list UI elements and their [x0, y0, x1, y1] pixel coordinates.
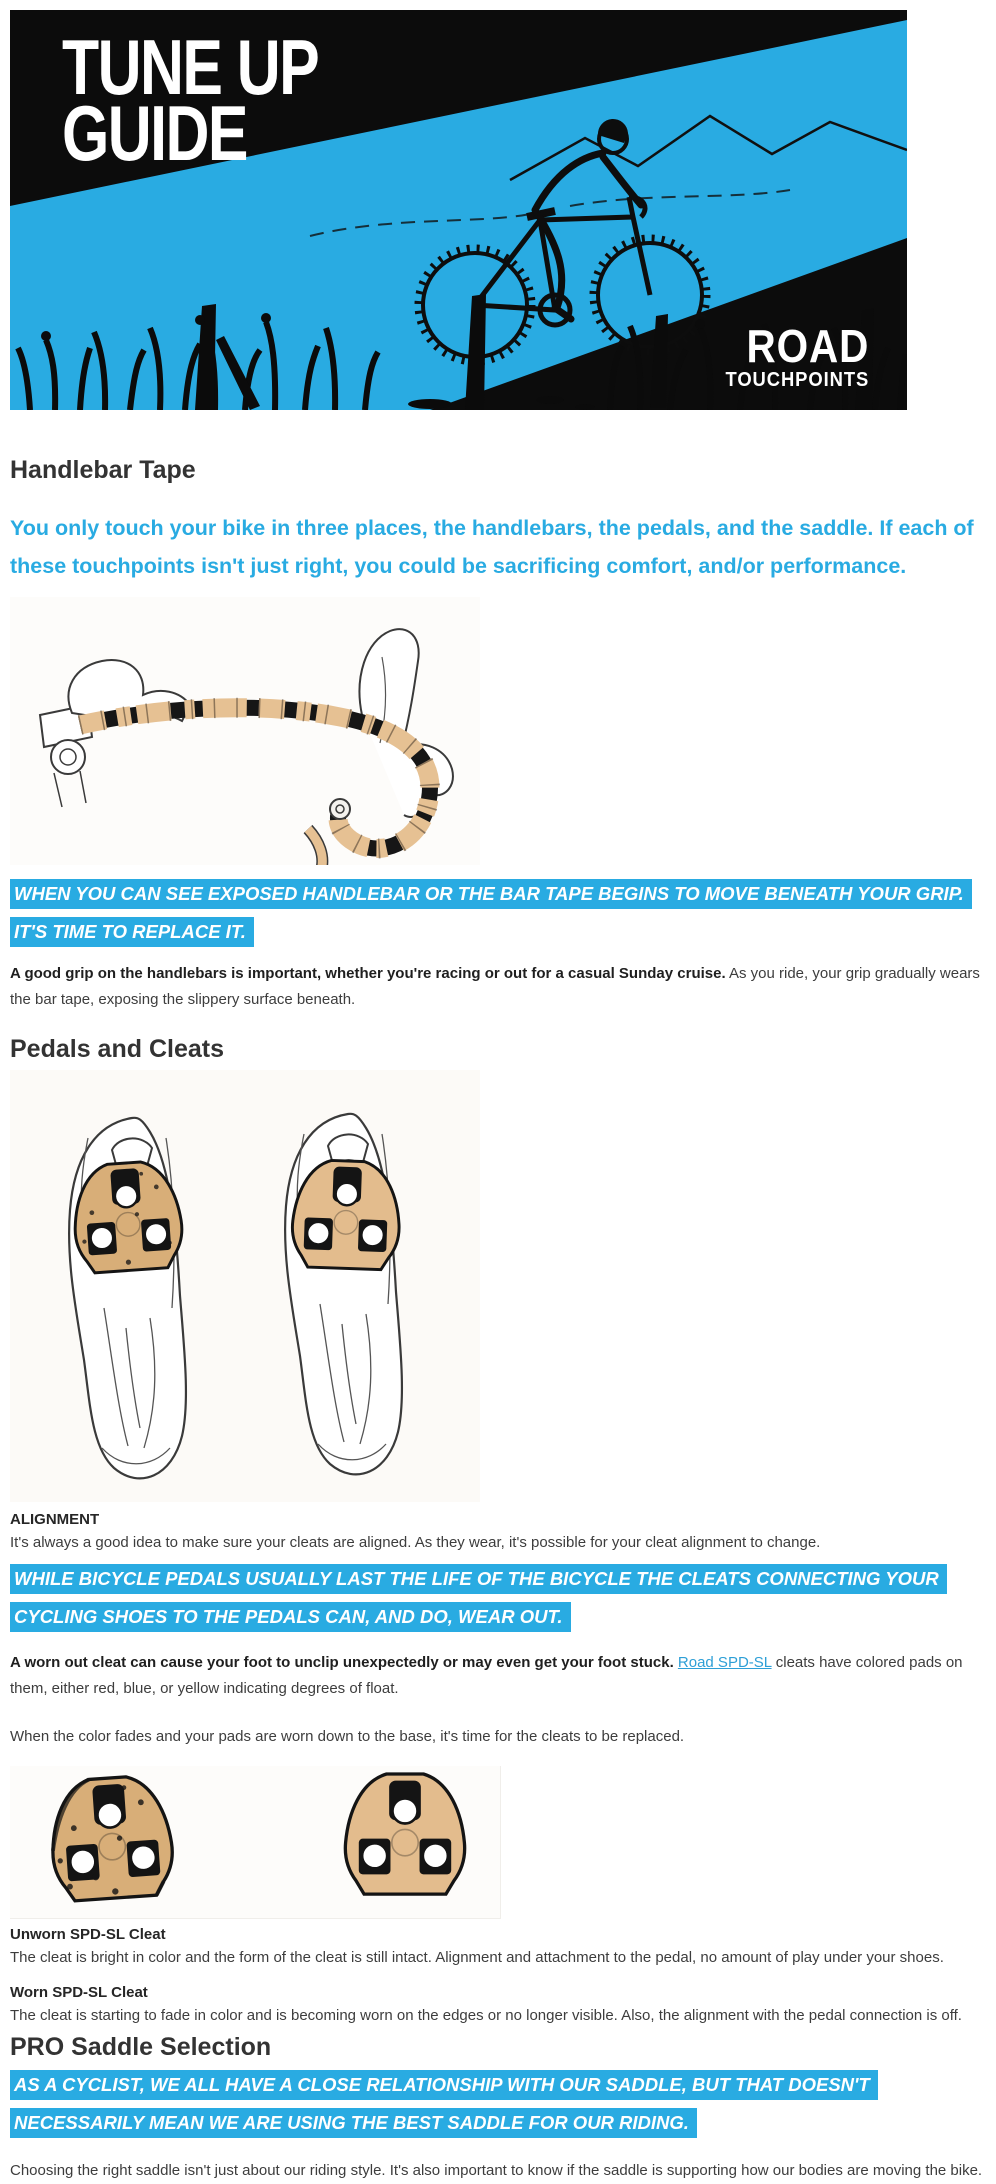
- banner-title-line2: GUIDE: [62, 89, 247, 177]
- banner-title-line1: TUNE UP: [62, 23, 319, 111]
- worn-cleat-rest: cleats have colored pads on them, either red, blue, or yellow indicating degrees of float.: [10, 1654, 963, 1697]
- handlebar-body-rest: As you ride, your grip gradually wears the bar tape, exposing the slippery surface beneath.: [10, 965, 980, 1008]
- unworn-cleat-text: The cleat is bright in color and the form of the cleat is still intact. Alignment and attachment to the pedal, no amount of play under your shoes.: [10, 1949, 944, 1966]
- worn-cleat-text: The cleat is starting to fade in color and is becoming worn on the edges or no longer visible. Also, the alignment with the pedal connection is off.: [10, 2007, 962, 2024]
- saddle-highlight: AS A CYCLIST, WE ALL HAVE A CLOSE RELATIONSHIP WITH OUR SADDLE, BUT THAT DOESN'T NECESSARILY MEAN WE ARE USING THE BEST SADDLE FOR OUR RIDING.: [10, 2066, 988, 2142]
- handlebar-highlight: WHEN YOU CAN SEE EXPOSED HANDLEBAR OR THE BAR TAPE BEGINS TO MOVE BENEATH YOUR GRIP. IT'S TIME TO REPLACE IT.: [10, 875, 988, 951]
- banner-category-touchpoints: TOUCHPOINTS: [725, 369, 869, 391]
- cleats-highlight: WHILE BICYCLE PEDALS USUALLY LAST THE LIFE OF THE BICYCLE THE CLEATS CONNECTING YOUR CYCLING SHOES TO THE PEDALS CAN, AND DO, WEAR OUT.: [10, 1560, 988, 1636]
- banner-category: [713, 320, 869, 392]
- header-banner: [10, 10, 907, 410]
- handlebar-illustration: [10, 597, 480, 865]
- alignment-text: It's always a good idea to make sure your cleats are aligned. As they wear, it's possible for your cleat alignment to change.: [10, 1534, 821, 1551]
- pedals-cleats-heading: Pedals and Cleats: [10, 1035, 224, 1063]
- saddle-selection-heading: PRO Saddle Selection: [10, 2033, 272, 2061]
- touchpoints-intro: You only touch your bike in three places, the handlebars, the pedals, and the saddle. If each of these touchpoints isn't just right, you could be sacrificing comfort, and/or performance.: [10, 516, 974, 578]
- road-spd-sl-link[interactable]: Road SPD-SL: [677, 1654, 772, 1671]
- color-fade-text: When the color fades and your pads are worn down to the base, it's time for the cleats to be replaced.: [10, 1728, 685, 1745]
- shoes-cleats-illustration: [10, 1070, 480, 1502]
- banner-title: [62, 23, 319, 177]
- unworn-cleat-label: Unworn SPD-SL Cleat: [10, 1926, 166, 1943]
- worn-cleat-para: [10, 1650, 992, 1702]
- alignment-label: ALIGNMENT: [10, 1511, 100, 1528]
- banner-category-road: ROAD: [746, 320, 869, 372]
- handlebar-body: [10, 961, 992, 1013]
- saddle-body: Choosing the right saddle isn't just about our riding style. It's also important to know if the saddle is supporting how our bodies are moving the bike.: [10, 2162, 983, 2179]
- handlebar-tape-heading: Handlebar Tape: [10, 456, 196, 484]
- worn-cleat-label: Worn SPD-SL Cleat: [10, 1984, 148, 2001]
- worn-cleat-bold: A worn out cleat can cause your foot to unclip unexpectedly or may even get your foot stuck.: [10, 1654, 678, 1671]
- handlebar-body-bold: A good grip on the handlebars is important, whether you're racing or out for a casual Sunday cruise.: [10, 965, 726, 982]
- cleat-comparison-illustration: [10, 1766, 501, 1919]
